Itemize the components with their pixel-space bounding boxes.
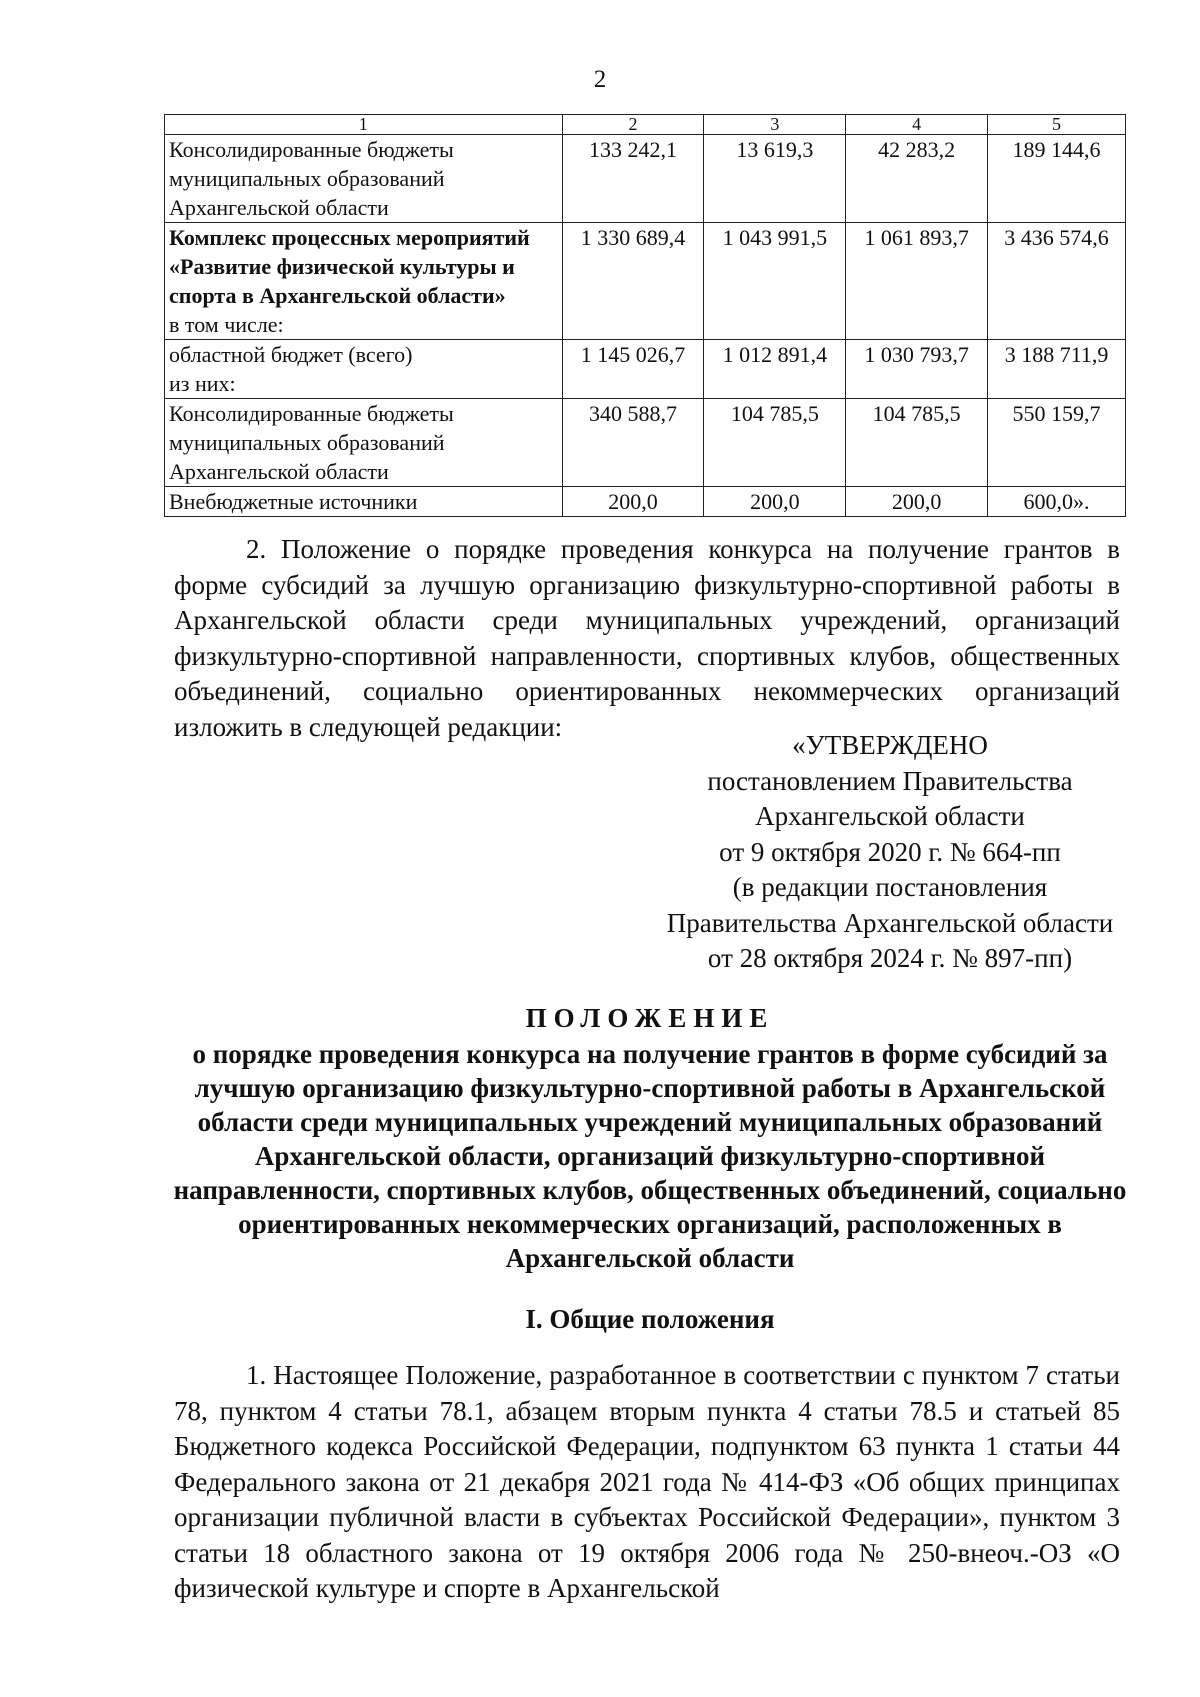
row-label: областной бюджет (всего) — [169, 342, 413, 367]
budget-table — [164, 114, 1126, 517]
document-title: ПОЛОЖЕНИЕ — [525, 1003, 775, 1033]
table-cell: 1 330 689,4 — [562, 223, 704, 340]
document-subtitle: о порядке проведения конкурса на получение грантов в форме субсидий за лучшую организацию физкультурно-спортивной работы в Архангельской области среди муниципальных учреждений муниципальных образований Архангельской области, организаций физкультурно-спортивной направленности, спортивных клубов, общественных объединений, социально ориентированных некоммерческих организаций, расположенных в Архангельской области — [173, 1039, 1127, 1273]
row-label: Консолидированные бюджеты муниципальных образований Архангельской области — [165, 399, 563, 487]
table-cell: 600,0». — [988, 487, 1126, 517]
table-cell: 13 619,3 — [704, 135, 846, 223]
table-cell: 550 159,7 — [988, 399, 1126, 487]
approval-line: от 28 октября 2024 г. № 897-пп) — [707, 943, 1073, 973]
approval-line: (в редакции постановления — [732, 872, 1048, 902]
table-row — [165, 487, 1126, 517]
table-cell: 104 785,5 — [704, 399, 846, 487]
paragraph-2: 2. Положение о порядке проведения конкурса на получение грантов в форме субсидий за лучшую организацию физкультурно-спортивной работы в Архангельской области среди муниципальных учреждений, организаций физкультурно-спортивной направленности, спортивных клубов, общественных объединений, социально ориентированных некоммерческих организаций изложить в следующей редакции: — [174, 534, 1120, 742]
table-cell: 200,0 — [562, 487, 704, 517]
paragraph-1: 1. Настоящее Положение, разработанное в соответствии с пунктом 7 статьи 78, пунктом 4 статьи 78.1, абзацем вторым пункта 4 статьи 78.5 и статьей 85 Бюджетного кодекса Российской Федерации, подпунктом 63 пункта 1 статьи 44 Федерального закона от 21 декабря 2021 года № 414-ФЗ «Об общих принципах организации публичной власти в субъектах Российской Федерации», пунктом 3 статьи 18 областного закона от 19 октября 2006 года № 250-внеоч.-ОЗ «О физической культуре и спорте в Архангельской — [174, 1360, 1120, 1603]
table-cell: 1 043 991,5 — [704, 223, 846, 340]
row-label-cell — [165, 340, 563, 399]
table-cell: 1 030 793,7 — [846, 340, 988, 399]
table-row — [165, 340, 1126, 399]
section-heading: I. Общие положения — [525, 1304, 775, 1334]
table-header-cell: 2 — [562, 115, 704, 135]
row-note: в том числе: — [169, 312, 284, 337]
table-header-cell: 3 — [704, 115, 846, 135]
row-label: Консолидированные бюджеты муниципальных образований Архангельской области — [165, 135, 563, 223]
approval-block — [640, 728, 1140, 977]
approval-line: от 9 октября 2020 г. № 664-пп — [719, 836, 1061, 867]
table-cell: 3 436 574,6 — [988, 223, 1126, 340]
table-row — [165, 135, 1126, 223]
row-label: Комплекс процессных мероприятий «Развитие физической культуры и спорта в Архангельской области» — [169, 225, 530, 308]
table-cell: 1 061 893,7 — [846, 223, 988, 340]
approval-line: Правительства Архангельской области — [666, 907, 1114, 938]
table-cell: 42 283,2 — [846, 135, 988, 223]
table-header-cell: 1 — [165, 115, 563, 135]
row-label-cell — [165, 223, 563, 340]
table-cell: 133 242,1 — [562, 135, 704, 223]
table-cell: 1 145 026,7 — [562, 340, 704, 399]
table-cell: 189 144,6 — [988, 135, 1126, 223]
table-cell: 1 012 891,4 — [704, 340, 846, 399]
table-header-row — [165, 115, 1126, 135]
row-note: из них: — [169, 371, 236, 396]
table-cell: 340 588,7 — [562, 399, 704, 487]
table-cell: 200,0 — [704, 487, 846, 517]
page-number: 2 — [593, 66, 607, 93]
table-header-cell: 4 — [846, 115, 988, 135]
table-header-cell: 5 — [988, 115, 1126, 135]
table-row — [165, 399, 1126, 487]
table-cell: 3 188 711,9 — [988, 340, 1126, 399]
approval-line: постановлением Правительства — [707, 765, 1073, 796]
approval-line: Архангельской области — [755, 801, 1025, 831]
table-cell: 200,0 — [846, 487, 988, 517]
approval-line: «УТВЕРЖДЕНО — [792, 730, 988, 760]
row-label: Внебюджетные источники — [165, 487, 563, 517]
table-cell: 104 785,5 — [846, 399, 988, 487]
table-row — [165, 223, 1126, 340]
